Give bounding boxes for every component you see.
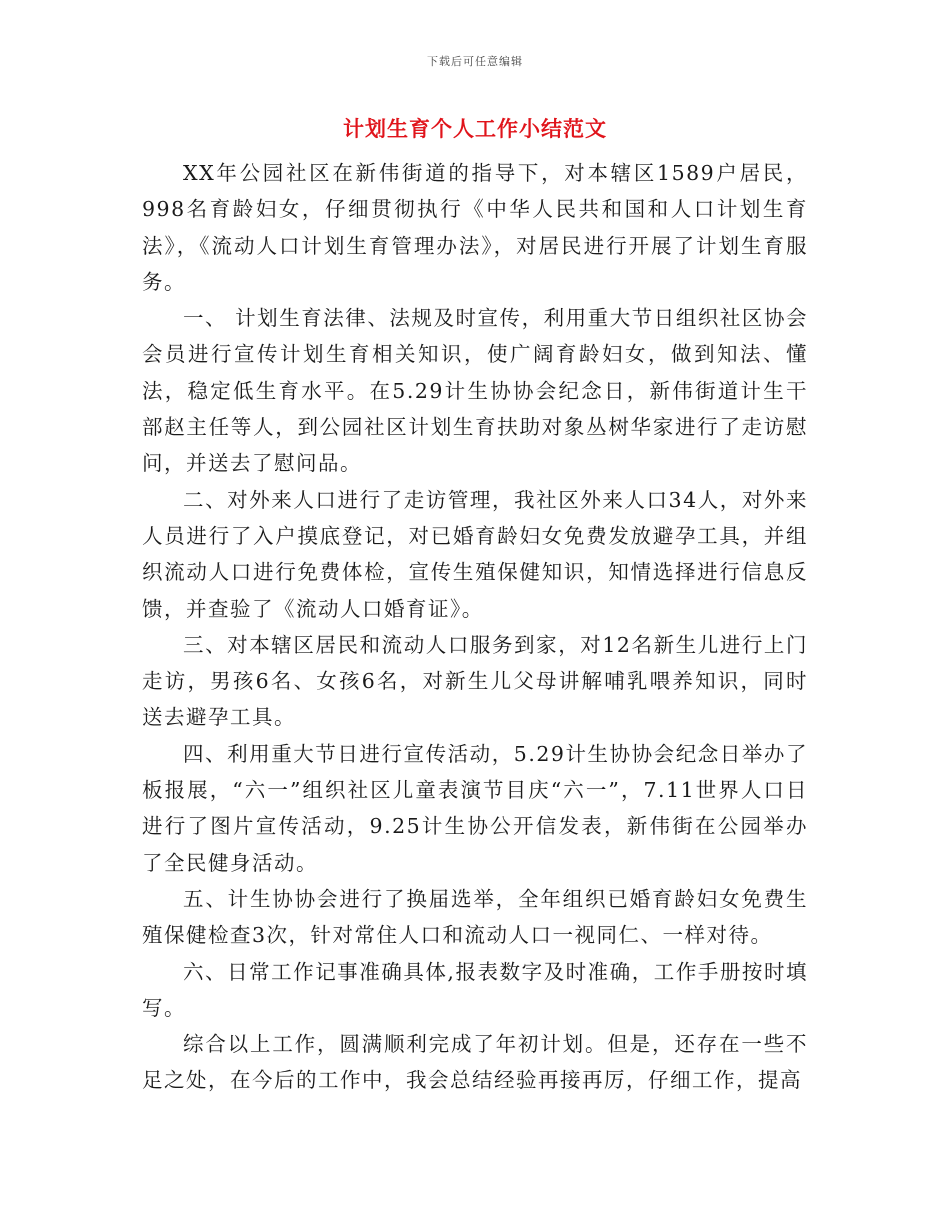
paragraph-item-3: 三、对本辖区居民和流动人口服务到家，对12名新生儿进行上门走访，男孩6名、女孩6名，对新生儿父母讲解哺乳喂养知识，同时送去避孕工具。: [142, 632, 808, 730]
paragraph-item-1: 一、 计划生育法律、法规及时宣传，利用重大节日组织社区协会会员进行宣传计划生育相关知识，使广阔育龄妇女，做到知法、懂法，稳定低生育水平。在5.29计生协协会纪念日，新伟街道计生干部赵主任等人，到公园社区计划生育扶助对象丛树华家进行了走访慰问，并送去了慰问品。: [142, 306, 808, 476]
paragraph-item-4: 四、利用重大节日进行宣传活动，5.29计生协协会纪念日举办了板报展，“六一”组织社区儿童表演节目庆“六一”，7.11世界人口日进行了图片宣传活动，9.25计生协公开信发表，新伟街在公园举办了全民健身活动。: [142, 741, 808, 875]
paragraph-summary: 综合以上工作，圆满顺利完成了年初计划。但是，还存在一些不足之处，在今后的工作中，我会总结经验再接再厉，仔细工作，提高: [142, 1032, 808, 1093]
paragraph-item-2: 二、对外来人口进行了走访管理，我社区外来人口34人，对外来人员进行了入户摸底登记，对已婚育龄妇女免费发放避孕工具，并组织流动人口进行免费体检，宣传生殖保健知识，知情选择进行信息反馈，并查验了《流动人口婚育证》。: [142, 487, 808, 621]
paragraph-intro: XX年公园社区在新伟街道的指导下，对本辖区1589户居民，998名育龄妇女，仔细贯彻执行《中华人民共和国和人口计划生育法》，《流动人口计划生育管理办法》，对居民进行开展了计划生育服务。: [142, 161, 808, 294]
document-body: [142, 155, 808, 1099]
header-note: 下载后可任意编辑: [427, 55, 523, 68]
document-title: 计划生育个人工作小结范文: [343, 116, 607, 141]
paragraph-item-6: 六、日常工作记事准确具体,报表数字及时准确，工作手册按时填写。: [142, 959, 808, 1020]
paragraph-item-5: 五、计生协协会进行了换届选举，全年组织已婚育龄妇女免费生殖保健检查3次，针对常住人口和流动人口一视同仁、一样对待。: [142, 886, 808, 948]
